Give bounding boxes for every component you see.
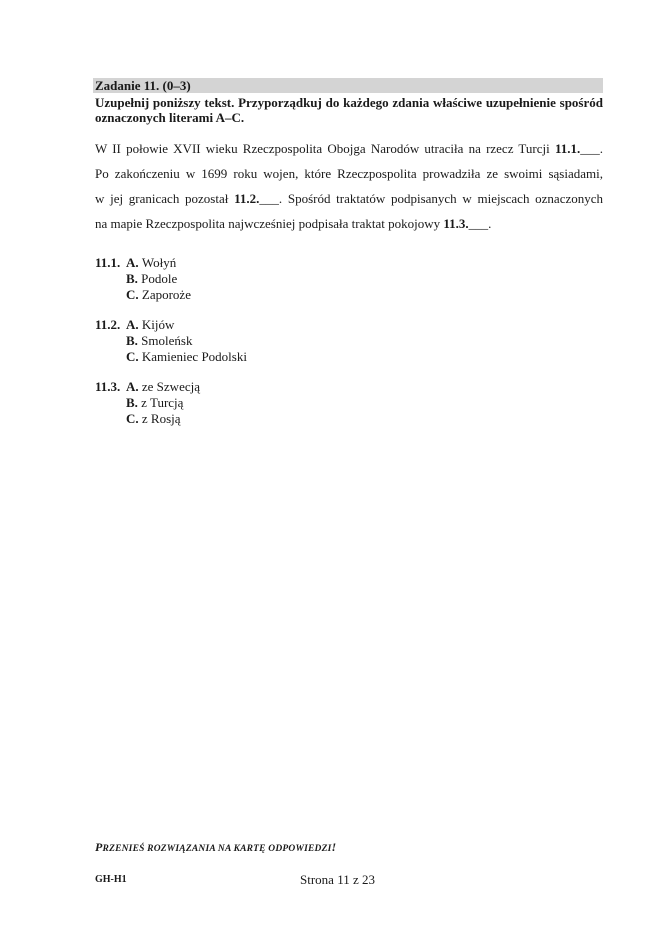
option-text: Kijów: [141, 317, 175, 332]
passage-line-2: Po zakończeniu w 1699 roku wojen, które Rzeczpospolita prowadziła ze swoimi sąsiadami,: [95, 166, 603, 181]
page-number: Strona 11 z 23: [300, 872, 375, 887]
passage: [95, 136, 603, 236]
option-text: z Turcją: [141, 395, 184, 410]
question-number: 11.3.: [95, 379, 121, 394]
question-number: 11.2.: [95, 317, 121, 332]
passage-line-1: [95, 136, 603, 161]
exam-code: GH-H1: [95, 874, 127, 885]
option-letter: C.: [126, 349, 139, 364]
option-letter: A.: [126, 379, 139, 394]
task-header: Zadanie 11. (0–3): [93, 78, 603, 93]
question-11-3: [95, 379, 247, 427]
note-text: RZENIEŚ ROZWIĄZANIA NA KARTĘ ODPOWIEDZI: [102, 844, 332, 854]
option-row: [95, 333, 247, 349]
passage-text: W II połowie XVII wieku Rzeczpospolita Obojga Narodów utraciła na rzecz Turcji: [95, 141, 550, 156]
option-text: Podole: [141, 271, 178, 286]
blank-11-1: 11.1.: [554, 141, 581, 156]
option-row: [95, 287, 247, 303]
option-letter: B.: [126, 395, 138, 410]
option-letter: C.: [126, 287, 139, 302]
option-letter: A.: [126, 255, 139, 270]
option-row: [95, 255, 247, 271]
option-row: [95, 317, 247, 333]
option-text: Kamieniec Podolski: [141, 349, 247, 364]
option-letter: A.: [126, 317, 139, 332]
option-row: [95, 411, 247, 427]
option-text: z Rosją: [141, 411, 181, 426]
question-number: 11.1.: [95, 255, 121, 270]
option-letter: C.: [126, 411, 139, 426]
passage-line-3: [95, 186, 603, 211]
option-text: ze Szwecją: [141, 379, 200, 394]
option-letter: B.: [126, 333, 138, 348]
option-text: Zaporoże: [141, 287, 191, 302]
passage-text: na mapie Rzeczpospolita najwcześniej podpisała traktat pokojowy: [95, 216, 441, 231]
passage-text: ___. Spośród traktatów podpisanych w miejscach oznaczonych: [259, 191, 604, 206]
transfer-answers-note: [95, 840, 336, 855]
note-initial: P: [95, 840, 103, 854]
option-text: Smoleńsk: [141, 333, 193, 348]
option-letter: B.: [126, 271, 138, 286]
question-11-1: [95, 255, 247, 303]
blank-11-2: 11.2.: [234, 191, 260, 206]
question-list: [95, 255, 247, 441]
blank-underline: ___.: [468, 216, 492, 231]
passage-text: w jej granicach pozostał: [95, 191, 229, 206]
option-row: [95, 395, 247, 411]
note-end: !: [331, 840, 337, 854]
blank-underline: ___.: [580, 141, 603, 156]
option-text: Wołyń: [141, 255, 177, 270]
option-row: [95, 271, 247, 287]
question-11-2: [95, 317, 247, 365]
option-row: [95, 379, 247, 395]
option-row: [95, 349, 247, 365]
blank-11-3: 11.3.: [443, 216, 469, 231]
task-instruction: Uzupełnij poniższy tekst. Przyporządkuj do każdego zdania właściwe uzupełnienie spośród oznaczonych literami A–C.: [95, 95, 603, 125]
passage-line-4: [95, 211, 603, 236]
